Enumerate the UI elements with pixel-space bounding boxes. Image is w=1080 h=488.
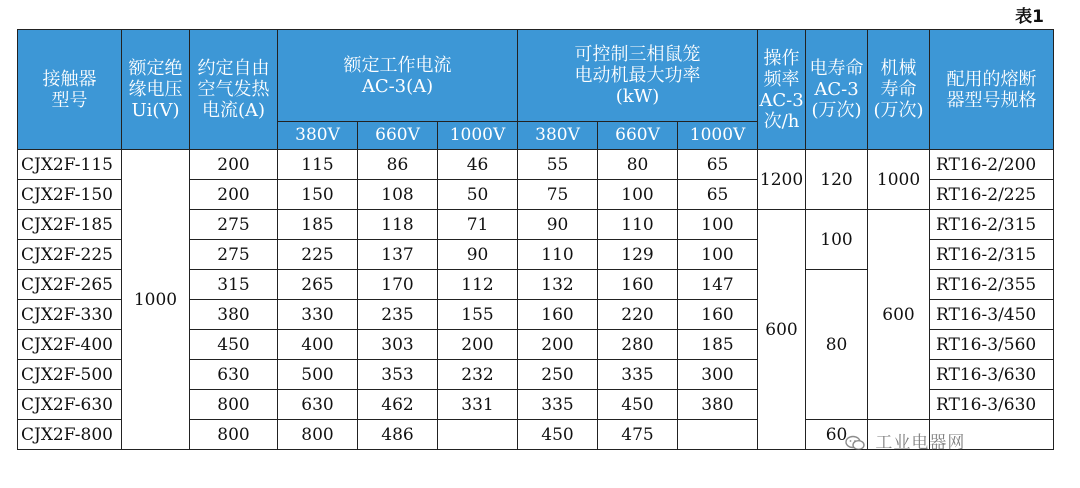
cell-p1000 (678, 420, 758, 450)
cell-p660: 160 (598, 270, 678, 300)
wechat-icon (845, 435, 865, 451)
header-power-380v: 380V (518, 122, 598, 150)
header-rated-current: 额定工作电流 AC-3(A) (278, 30, 518, 122)
header-current-1000v: 1000V (438, 122, 518, 150)
cell-p660: 100 (598, 180, 678, 210)
cell-elife: 120 (806, 150, 868, 210)
cell-freq: 600 (758, 210, 806, 450)
cell-p660: 475 (598, 420, 678, 450)
cell-c660: 108 (358, 180, 438, 210)
cell-elife: 100 (806, 210, 868, 270)
cell-heat: 275 (190, 210, 278, 240)
cell-fuse: RT16-3/560 (930, 330, 1054, 360)
cell-heat: 800 (190, 390, 278, 420)
cell-c1000: 155 (438, 300, 518, 330)
cell-p1000: 147 (678, 270, 758, 300)
table-caption: 表1 (1015, 7, 1044, 27)
header-power-1000v: 1000V (678, 122, 758, 150)
cell-mlife: 1000 (868, 150, 930, 210)
cell-p660: 110 (598, 210, 678, 240)
cell-p1000: 160 (678, 300, 758, 330)
cell-p380: 132 (518, 270, 598, 300)
cell-c660: 303 (358, 330, 438, 360)
cell-p1000: 100 (678, 240, 758, 270)
cell-p380: 200 (518, 330, 598, 360)
cell-heat: 315 (190, 270, 278, 300)
cell-p380: 55 (518, 150, 598, 180)
cell-heat: 450 (190, 330, 278, 360)
header-electrical-life: 电寿命 AC-3 (万次) (806, 30, 868, 150)
header-operating-frequency: 操作 频率 AC-3 次/h (758, 30, 806, 150)
header-model: 接触器 型号 (18, 30, 122, 150)
cell-elife: 60 (806, 420, 868, 450)
cell-fuse: RT16-2/200 (930, 150, 1054, 180)
cell-c380: 225 (278, 240, 358, 270)
cell-c1000: 50 (438, 180, 518, 210)
header-current-380v: 380V (278, 122, 358, 150)
cell-p380: 160 (518, 300, 598, 330)
cell-ui: 1000 (122, 150, 190, 450)
cell-c1000: 112 (438, 270, 518, 300)
cell-model: CJX2F-150 (18, 180, 122, 210)
cell-heat: 200 (190, 150, 278, 180)
header-thermal-current: 约定自由 空气发热 电流(A) (190, 30, 278, 150)
cell-c1000: 90 (438, 240, 518, 270)
cell-c660: 118 (358, 210, 438, 240)
cell-heat: 200 (190, 180, 278, 210)
header-current-660v: 660V (358, 122, 438, 150)
cell-p660: 335 (598, 360, 678, 390)
cell-p660: 220 (598, 300, 678, 330)
header-power-660v: 660V (598, 122, 678, 150)
cell-model: CJX2F-630 (18, 390, 122, 420)
cell-c380: 265 (278, 270, 358, 300)
cell-c380: 630 (278, 390, 358, 420)
cell-p660: 80 (598, 150, 678, 180)
cell-c1000: 71 (438, 210, 518, 240)
header-insulation-voltage: 额定绝 缘电压 Ui(V) (122, 30, 190, 150)
cell-c380: 800 (278, 420, 358, 450)
cell-c660: 353 (358, 360, 438, 390)
cell-heat: 275 (190, 240, 278, 270)
cell-c1000: 232 (438, 360, 518, 390)
cell-heat: 800 (190, 420, 278, 450)
cell-p1000: 380 (678, 390, 758, 420)
cell-p660: 129 (598, 240, 678, 270)
cell-model: CJX2F-225 (18, 240, 122, 270)
cell-c660: 486 (358, 420, 438, 450)
cell-c660: 86 (358, 150, 438, 180)
cell-c660: 170 (358, 270, 438, 300)
cell-p1000: 300 (678, 360, 758, 390)
cell-p1000: 185 (678, 330, 758, 360)
header-mechanical-life: 机械 寿命 (万次) (868, 30, 930, 150)
cell-p380: 75 (518, 180, 598, 210)
cell-c1000: 46 (438, 150, 518, 180)
cell-p660: 280 (598, 330, 678, 360)
cell-fuse: RT16-2/315 (930, 240, 1054, 270)
cell-c660: 137 (358, 240, 438, 270)
cell-c380: 400 (278, 330, 358, 360)
cell-fuse: RT16-3/630 (930, 360, 1054, 390)
cell-p1000: 65 (678, 180, 758, 210)
header-motor-power: 可控制三相鼠笼 电动机最大功率 (kW) (518, 30, 758, 122)
cell-model: CJX2F-265 (18, 270, 122, 300)
table-row (18, 150, 1054, 180)
cell-c660: 235 (358, 300, 438, 330)
watermark-text: 工业电器网 (875, 433, 966, 453)
cell-model: CJX2F-115 (18, 150, 122, 180)
cell-p1000: 65 (678, 150, 758, 180)
cell-p380: 335 (518, 390, 598, 420)
cell-heat: 380 (190, 300, 278, 330)
cell-fuse: RT16-2/315 (930, 210, 1054, 240)
cell-model: CJX2F-400 (18, 330, 122, 360)
cell-heat: 630 (190, 360, 278, 390)
cell-c380: 150 (278, 180, 358, 210)
cell-model: CJX2F-185 (18, 210, 122, 240)
cell-fuse: RT16-2/225 (930, 180, 1054, 210)
contactor-spec-table (17, 29, 1054, 450)
cell-p380: 110 (518, 240, 598, 270)
cell-p380: 450 (518, 420, 598, 450)
cell-p660: 450 (598, 390, 678, 420)
cell-model: CJX2F-800 (18, 420, 122, 450)
cell-fuse: RT16-3/630 (930, 390, 1054, 420)
cell-c380: 500 (278, 360, 358, 390)
cell-c1000: 331 (438, 390, 518, 420)
cell-c380: 330 (278, 300, 358, 330)
cell-elife: 80 (806, 270, 868, 420)
cell-freq: 1200 (758, 150, 806, 210)
cell-fuse: RT16-2/355 (930, 270, 1054, 300)
cell-p1000: 100 (678, 210, 758, 240)
cell-c380: 115 (278, 150, 358, 180)
cell-model: CJX2F-330 (18, 300, 122, 330)
header-fuse-spec: 配用的熔断 器型号规格 (930, 30, 1054, 150)
cell-fuse: RT16-3/450 (930, 300, 1054, 330)
cell-c380: 185 (278, 210, 358, 240)
cell-c1000 (438, 420, 518, 450)
cell-model: CJX2F-500 (18, 360, 122, 390)
cell-c660: 462 (358, 390, 438, 420)
cell-p380: 250 (518, 360, 598, 390)
cell-mlife: 600 (868, 210, 930, 420)
watermark (845, 428, 1053, 452)
cell-c1000: 200 (438, 330, 518, 360)
cell-p380: 90 (518, 210, 598, 240)
